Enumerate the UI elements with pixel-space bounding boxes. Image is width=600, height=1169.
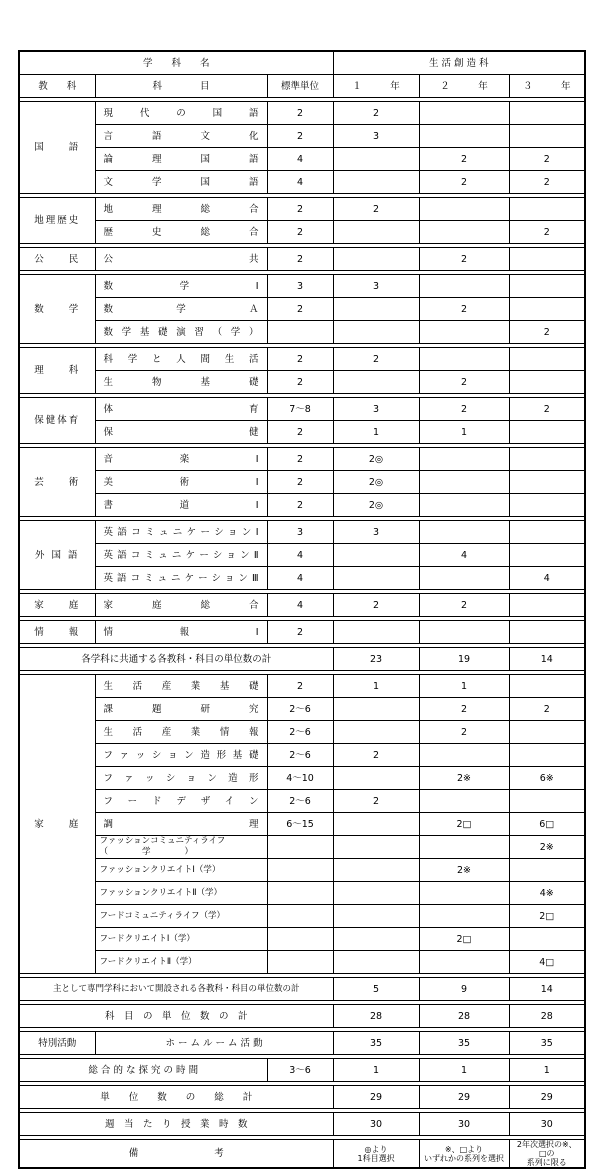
- table-row: [19, 448, 585, 471]
- subject-line-1: ファッションコミュニティライフ: [99, 836, 226, 846]
- subject-cell: 英語コミュニケーションⅠ: [95, 521, 267, 544]
- grand-total-row: [19, 1086, 585, 1109]
- subject-area-cell: 数 学: [19, 275, 95, 344]
- standard-cell: 2: [267, 675, 333, 698]
- subject-cell: 論理国語: [95, 148, 267, 171]
- specialized-total-row: [19, 978, 585, 1001]
- year1-cell: [333, 721, 419, 744]
- subject-cell: ファッションクリエイトⅠ（学）: [95, 859, 267, 882]
- table-row: [19, 198, 585, 221]
- year1-cell: [333, 813, 419, 836]
- table-row: [19, 321, 585, 344]
- year2-cell: 2□: [419, 928, 509, 951]
- year1-cell: [333, 298, 419, 321]
- subject-cell: 情報Ⅰ: [95, 621, 267, 644]
- special-activity-row: [19, 1032, 585, 1055]
- subject-cell: 生物基礎: [95, 371, 267, 394]
- remarks-label: 備 考: [19, 1140, 333, 1169]
- subject-area-cell: 芸 術: [19, 448, 95, 517]
- subject-cell: 音楽Ⅰ: [95, 448, 267, 471]
- standard-cell: 2: [267, 298, 333, 321]
- year1-cell: [333, 248, 419, 271]
- standard-cell: [267, 905, 333, 928]
- standard-cell: 2: [267, 421, 333, 444]
- year1-cell: 1: [333, 421, 419, 444]
- table-row: [19, 767, 585, 790]
- table-row: [19, 148, 585, 171]
- table-row: [19, 905, 585, 928]
- table-row: [19, 813, 585, 836]
- special-activity-area: 特別活動: [19, 1032, 95, 1055]
- inquiry-y1: 1: [333, 1059, 419, 1082]
- subject-cell: 体育: [95, 398, 267, 421]
- standard-cell: [267, 928, 333, 951]
- grand-total-label: 単 位 数 の 総 計: [19, 1086, 333, 1109]
- table-row: [19, 248, 585, 271]
- year2-cell: 4: [419, 544, 509, 567]
- table-row: [19, 398, 585, 421]
- grand-total-y3: 29: [509, 1086, 585, 1109]
- subject-cell: 科学と人間生活: [95, 348, 267, 371]
- specialized-total-y2: 9: [419, 978, 509, 1001]
- special-activity-y2: 35: [419, 1032, 509, 1055]
- year3-cell: [509, 125, 585, 148]
- standard-cell: [267, 951, 333, 974]
- year3-cell: [509, 790, 585, 813]
- subject-cell: フードデザイン: [95, 790, 267, 813]
- year3-cell: [509, 544, 585, 567]
- year3-cell: 2: [509, 321, 585, 344]
- year1-cell: [333, 567, 419, 590]
- year2-cell: [419, 221, 509, 244]
- subject-total-y3: 28: [509, 1005, 585, 1028]
- table-row: [19, 421, 585, 444]
- year1-cell: [333, 882, 419, 905]
- standard-cell: 4～10: [267, 767, 333, 790]
- standard-cell: 2: [267, 198, 333, 221]
- col-year1: １ 年: [333, 75, 419, 98]
- table-row: [19, 544, 585, 567]
- subject-cell: 生活産業基礎: [95, 675, 267, 698]
- table-row: [19, 221, 585, 244]
- standard-cell: 4: [267, 148, 333, 171]
- subject-cell: 現代の国語: [95, 102, 267, 125]
- year3-cell: [509, 721, 585, 744]
- table-row: [19, 125, 585, 148]
- year2-cell: 2: [419, 721, 509, 744]
- subject-cell: 家庭総合: [95, 594, 267, 617]
- specialized-total-label: 主として専門学科において開設される各教科・科目の単位数の計: [19, 978, 333, 1001]
- year1-cell: 2: [333, 348, 419, 371]
- year1-cell: [333, 905, 419, 928]
- standard-cell: 2: [267, 371, 333, 394]
- subject-area-cell: 国 語: [19, 102, 95, 194]
- year2-cell: [419, 198, 509, 221]
- table-row: [19, 171, 585, 194]
- year3-cell: [509, 348, 585, 371]
- standard-cell: 4: [267, 544, 333, 567]
- year2-cell: 1: [419, 421, 509, 444]
- year3-cell: 2: [509, 398, 585, 421]
- column-header-row: [19, 75, 585, 98]
- year3-cell: [509, 928, 585, 951]
- weekly-hours-y1: 30: [333, 1113, 419, 1136]
- year1-cell: [333, 221, 419, 244]
- year1-cell: 2: [333, 102, 419, 125]
- year1-cell: [333, 951, 419, 974]
- table-row: [19, 790, 585, 813]
- subject-cell: 美術Ⅰ: [95, 471, 267, 494]
- year2-cell: [419, 621, 509, 644]
- year1-cell: [333, 544, 419, 567]
- year1-cell: 3: [333, 398, 419, 421]
- standard-cell: 3: [267, 521, 333, 544]
- subject-line-2: （ 学 ）: [99, 847, 194, 857]
- table-row: [19, 521, 585, 544]
- year3-cell: [509, 859, 585, 882]
- year2-cell: [419, 790, 509, 813]
- subject-total-y2: 28: [419, 1005, 509, 1028]
- year1-cell: 1: [333, 675, 419, 698]
- year2-cell: [419, 321, 509, 344]
- year2-cell: 2: [419, 171, 509, 194]
- year1-cell: 2: [333, 594, 419, 617]
- year1-cell: 2: [333, 790, 419, 813]
- standard-cell: 2～6: [267, 790, 333, 813]
- col-subject: 科 目: [95, 75, 267, 98]
- subject-total-y1: 28: [333, 1005, 419, 1028]
- remarks-y1-line1: ◎より: [364, 1144, 388, 1154]
- year2-cell: 1: [419, 675, 509, 698]
- subject-area-cell: 理 科: [19, 348, 95, 394]
- weekly-hours-row: [19, 1113, 585, 1136]
- year1-cell: 2: [333, 744, 419, 767]
- table-row: [19, 836, 585, 859]
- standard-cell: 2: [267, 125, 333, 148]
- year1-cell: [333, 767, 419, 790]
- subject-cell: ファッション造形基礎: [95, 744, 267, 767]
- inquiry-standard: 3～6: [267, 1059, 333, 1082]
- year3-cell: 4: [509, 567, 585, 590]
- year2-cell: [419, 125, 509, 148]
- year2-cell: 2: [419, 371, 509, 394]
- special-activity-y3: 35: [509, 1032, 585, 1055]
- remarks-y3-line2: 系列に限る: [526, 1158, 567, 1167]
- year2-cell: 2: [419, 248, 509, 271]
- table-row: [19, 698, 585, 721]
- subject-cell: 歴史総合: [95, 221, 267, 244]
- remarks-y2-line1: ※、□より: [444, 1144, 484, 1154]
- year3-cell: 2※: [509, 836, 585, 859]
- subject-cell: 数学Ⅰ: [95, 275, 267, 298]
- year3-cell: [509, 248, 585, 271]
- subject-cell: [95, 836, 267, 859]
- standard-cell: 4: [267, 567, 333, 590]
- col-year2: ２ 年: [419, 75, 509, 98]
- subject-cell: 文学国語: [95, 171, 267, 194]
- table-row: [19, 567, 585, 590]
- table-row: [19, 471, 585, 494]
- table-row: [19, 928, 585, 951]
- subject-cell: 調理: [95, 813, 267, 836]
- subject-cell: 公共: [95, 248, 267, 271]
- weekly-hours-label: 週 当 た り 授 業 時 数: [19, 1113, 333, 1136]
- inquiry-label: 総 合 的 な 探 究 の 時 間: [19, 1059, 267, 1082]
- common-total-row: [19, 648, 585, 671]
- year3-cell: 4□: [509, 951, 585, 974]
- year3-cell: [509, 298, 585, 321]
- year3-cell: 2: [509, 698, 585, 721]
- subject-cell: 課題研究: [95, 698, 267, 721]
- dept-label: 学 科 名: [19, 51, 333, 75]
- standard-cell: 3: [267, 275, 333, 298]
- year3-cell: 6□: [509, 813, 585, 836]
- year3-cell: [509, 471, 585, 494]
- year3-cell: [509, 421, 585, 444]
- remarks-y3-line1: 2年次選択の※、□の: [516, 1140, 577, 1158]
- year3-cell: 4※: [509, 882, 585, 905]
- standard-cell: 2～6: [267, 744, 333, 767]
- subject-area-cell: 公 民: [19, 248, 95, 271]
- specialized-total-y3: 14: [509, 978, 585, 1001]
- inquiry-y3: 1: [509, 1059, 585, 1082]
- subject-cell: 生活産業情報: [95, 721, 267, 744]
- year2-cell: 2※: [419, 859, 509, 882]
- year2-cell: 2: [419, 298, 509, 321]
- subject-cell: 地理総合: [95, 198, 267, 221]
- year2-cell: [419, 448, 509, 471]
- table-row: [19, 348, 585, 371]
- year2-cell: [419, 348, 509, 371]
- year2-cell: [419, 494, 509, 517]
- standard-cell: 2: [267, 471, 333, 494]
- subject-cell: フードクリエイトⅠ（学）: [95, 928, 267, 951]
- subject-area-cell: 情 報: [19, 621, 95, 644]
- subject-total-row: [19, 1005, 585, 1028]
- special-activity-y1: 35: [333, 1032, 419, 1055]
- table-row: [19, 298, 585, 321]
- year2-cell: [419, 882, 509, 905]
- table-row: [19, 371, 585, 394]
- subject-cell: ファッション造形: [95, 767, 267, 790]
- table-row: [19, 721, 585, 744]
- year3-cell: 2: [509, 148, 585, 171]
- subject-cell: 書道Ⅰ: [95, 494, 267, 517]
- year3-cell: [509, 371, 585, 394]
- standard-cell: 4: [267, 171, 333, 194]
- weekly-hours-y3: 30: [509, 1113, 585, 1136]
- year1-cell: [333, 371, 419, 394]
- year2-cell: 2※: [419, 767, 509, 790]
- subject-cell: 言語文化: [95, 125, 267, 148]
- remarks-y2-line2: いずれかの系列を選択: [424, 1153, 505, 1163]
- standard-cell: 2: [267, 448, 333, 471]
- year1-cell: [333, 148, 419, 171]
- table-row: [19, 102, 585, 125]
- year2-cell: [419, 471, 509, 494]
- special-activity-label: ホ ー ム ル ー ム 活 動: [95, 1032, 333, 1055]
- year1-cell: [333, 621, 419, 644]
- year2-cell: [419, 521, 509, 544]
- year1-cell: 2◎: [333, 494, 419, 517]
- table-row: [19, 882, 585, 905]
- specialized-total-y1: 5: [333, 978, 419, 1001]
- table-row: [19, 859, 585, 882]
- year2-cell: [419, 275, 509, 298]
- inquiry-y2: 1: [419, 1059, 509, 1082]
- subject-cell: 英語コミュニケーションⅢ: [95, 567, 267, 590]
- year1-cell: 3: [333, 521, 419, 544]
- year3-cell: [509, 621, 585, 644]
- year2-cell: [419, 951, 509, 974]
- year3-cell: [509, 494, 585, 517]
- standard-cell: 2～6: [267, 698, 333, 721]
- year3-cell: [509, 521, 585, 544]
- col-year3: ３ 年: [509, 75, 585, 98]
- year3-cell: 2□: [509, 905, 585, 928]
- col-standard: 標準単位: [267, 75, 333, 98]
- standard-cell: 4: [267, 594, 333, 617]
- year1-cell: 2◎: [333, 448, 419, 471]
- common-total-y3: 14: [509, 648, 585, 671]
- year2-cell: [419, 744, 509, 767]
- standard-cell: 6～15: [267, 813, 333, 836]
- standard-cell: 2: [267, 348, 333, 371]
- subject-area-cell: 保健体育: [19, 398, 95, 444]
- year2-cell: [419, 905, 509, 928]
- year2-cell: 2: [419, 148, 509, 171]
- table-row: [19, 744, 585, 767]
- subject-area-cell: 家 庭: [19, 675, 95, 974]
- table-row: [19, 675, 585, 698]
- year3-cell: [509, 594, 585, 617]
- year3-cell: 2: [509, 171, 585, 194]
- year1-cell: [333, 859, 419, 882]
- weekly-hours-y2: 30: [419, 1113, 509, 1136]
- standard-cell: 2: [267, 102, 333, 125]
- year1-cell: 2: [333, 198, 419, 221]
- grand-total-y1: 29: [333, 1086, 419, 1109]
- year3-cell: [509, 102, 585, 125]
- common-total-label: 各学科に共通する各教科・科目の単位数の計: [19, 648, 333, 671]
- subject-area-cell: 地理歴史: [19, 198, 95, 244]
- table-row: [19, 494, 585, 517]
- standard-cell: 2～6: [267, 721, 333, 744]
- year3-cell: [509, 198, 585, 221]
- table-row: [19, 951, 585, 974]
- year2-cell: [419, 567, 509, 590]
- year3-cell: 2: [509, 221, 585, 244]
- grand-total-y2: 29: [419, 1086, 509, 1109]
- inquiry-row: [19, 1059, 585, 1082]
- year3-cell: [509, 275, 585, 298]
- year2-cell: 2: [419, 594, 509, 617]
- table-row: [19, 594, 585, 617]
- curriculum-table: [18, 50, 586, 1169]
- year1-cell: [333, 928, 419, 951]
- year2-cell: 2: [419, 698, 509, 721]
- subject-cell: フードクリエイトⅡ（学）: [95, 951, 267, 974]
- standard-cell: 2: [267, 248, 333, 271]
- table-row: [19, 275, 585, 298]
- year1-cell: [333, 321, 419, 344]
- standard-cell: 2: [267, 494, 333, 517]
- standard-cell: [267, 882, 333, 905]
- subject-cell: 保健: [95, 421, 267, 444]
- col-subject-area: 教 科: [19, 75, 95, 98]
- standard-cell: [267, 859, 333, 882]
- year3-cell: [509, 675, 585, 698]
- year1-cell: [333, 698, 419, 721]
- subject-cell: フードコミュニティライフ（学）: [95, 905, 267, 928]
- year3-cell: 6※: [509, 767, 585, 790]
- year3-cell: [509, 448, 585, 471]
- subject-cell: 数学Ａ: [95, 298, 267, 321]
- year1-cell: [333, 171, 419, 194]
- common-total-y2: 19: [419, 648, 509, 671]
- dept-name: 生 活 創 造 科: [333, 51, 585, 75]
- year2-cell: 2: [419, 398, 509, 421]
- year1-cell: 2◎: [333, 471, 419, 494]
- common-total-y1: 23: [333, 648, 419, 671]
- year2-cell: 2□: [419, 813, 509, 836]
- standard-cell: [267, 836, 333, 859]
- subject-cell: 数学基礎演習（学）: [95, 321, 267, 344]
- year1-cell: 3: [333, 125, 419, 148]
- subject-cell: ファッションクリエイトⅡ（学）: [95, 882, 267, 905]
- subject-area-cell: 外 国 語: [19, 521, 95, 590]
- standard-cell: 7～8: [267, 398, 333, 421]
- dept-row: [19, 51, 585, 75]
- standard-cell: 2: [267, 621, 333, 644]
- standard-cell: [267, 321, 333, 344]
- year3-cell: [509, 744, 585, 767]
- subject-area-cell: 家 庭: [19, 594, 95, 617]
- curriculum-sheet: [18, 50, 586, 1169]
- year2-cell: [419, 102, 509, 125]
- year1-cell: 3: [333, 275, 419, 298]
- subject-total-label: 科 目 の 単 位 数 の 計: [19, 1005, 333, 1028]
- year1-cell: [333, 836, 419, 859]
- standard-cell: 2: [267, 221, 333, 244]
- year2-cell: [419, 836, 509, 859]
- subject-cell: 英語コミュニケーションⅡ: [95, 544, 267, 567]
- table-row: [19, 621, 585, 644]
- remarks-y1-line2: 1科目選択: [357, 1153, 395, 1163]
